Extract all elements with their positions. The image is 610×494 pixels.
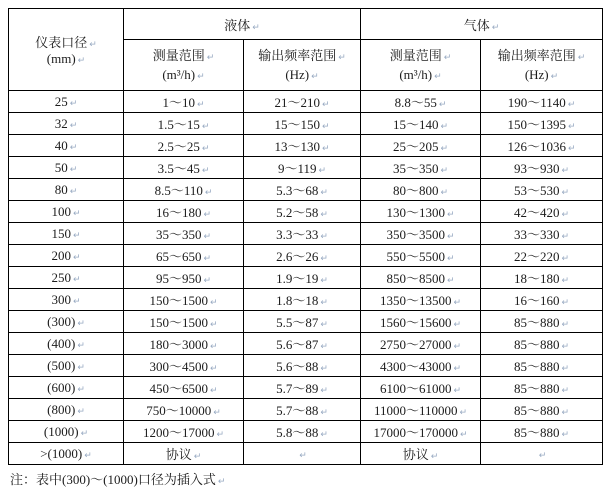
return-mark-icon: ↵	[311, 72, 319, 82]
return-mark-icon: ↵	[299, 450, 307, 461]
cell-diameter: (400) ↵	[9, 333, 124, 355]
liquid-freq-unit: (Hz)	[285, 67, 310, 82]
return-mark-icon: ↵	[561, 232, 570, 242]
table-row	[9, 223, 603, 245]
return-mark-icon: ↵	[446, 276, 455, 286]
return-mark-icon: ↵	[77, 384, 85, 395]
return-mark-icon: ↵	[446, 254, 455, 264]
return-mark-icon: ↵	[550, 72, 559, 82]
return-mark-icon: ↵	[561, 166, 570, 176]
cell-diameter: 32 ↵	[9, 113, 124, 135]
gas-range-label: 测量范围	[389, 47, 442, 63]
return-mark-icon: ↵	[320, 232, 328, 242]
cell-liquid-freq: 5.7～89 ↵	[244, 377, 361, 399]
cell-liquid-range: 1.5～15 ↵	[124, 113, 244, 135]
return-mark-icon: ↵	[77, 56, 86, 66]
return-mark-icon: ↵	[209, 386, 218, 396]
return-mark-icon: ↵	[538, 450, 547, 461]
cell-liquid-range: 65～650 ↵	[124, 245, 244, 267]
cell-gas-freq: 150～1395 ↵	[481, 113, 603, 135]
cell-liquid-freq: 21～210 ↵	[244, 91, 361, 113]
return-mark-icon: ↵	[209, 298, 218, 308]
cell-gas-freq: 85～880 ↵	[481, 311, 603, 333]
cell-liquid-freq: 5.3～68 ↵	[244, 179, 361, 201]
cell-gas-freq: 53～530 ↵	[481, 179, 603, 201]
cell-gas-range: 80～800 ↵	[361, 179, 481, 201]
return-mark-icon: ↵	[69, 142, 78, 153]
return-mark-icon: ↵	[69, 98, 78, 109]
cell-gas-range: 6100～61000 ↵	[361, 377, 481, 399]
return-mark-icon: ↵	[561, 276, 570, 286]
table-row	[9, 289, 603, 311]
cell-gas-range: 550～5500 ↵	[361, 245, 481, 267]
cell-diameter: (300) ↵	[9, 311, 124, 333]
return-mark-icon: ↵	[453, 386, 462, 396]
cell-diameter: >(1000) ↵	[9, 443, 124, 465]
return-mark-icon: ↵	[72, 252, 81, 263]
return-mark-icon: ↵	[430, 452, 439, 462]
cell-gas-range: 11000～110000 ↵	[361, 399, 481, 421]
table-row	[9, 355, 603, 377]
return-mark-icon: ↵	[69, 120, 78, 131]
cell-liquid-freq: 1.9～19 ↵	[244, 267, 361, 289]
return-mark-icon: ↵	[206, 52, 215, 63]
cell-diameter: 300 ↵	[9, 289, 124, 311]
gas-freq-unit: (Hz)	[524, 67, 549, 82]
cell-liquid-range: 8.5～110 ↵	[124, 179, 244, 201]
header-liquid-freq	[244, 40, 361, 91]
return-mark-icon: ↵	[459, 430, 468, 440]
cell-gas-range: 850～8500 ↵	[361, 267, 481, 289]
cell-diameter: (800) ↵	[9, 399, 124, 421]
cell-liquid-freq: 5.6～88 ↵	[244, 355, 361, 377]
cell-liquid-range: 2.5～25 ↵	[124, 135, 244, 157]
return-mark-icon: ↵	[216, 430, 225, 440]
cell-liquid-freq	[244, 443, 361, 465]
return-mark-icon: ↵	[440, 122, 449, 132]
cell-liquid-freq: 5.2～58 ↵	[244, 201, 361, 223]
cell-gas-freq: 16～160 ↵	[481, 289, 603, 311]
return-mark-icon: ↵	[561, 342, 570, 352]
cell-liquid-freq: 9～119 ↵	[244, 157, 361, 179]
gas-freq-label: 输出频率范围	[497, 47, 576, 63]
return-mark-icon: ↵	[77, 318, 85, 329]
cell-gas-range: 1350～13500 ↵	[361, 289, 481, 311]
return-mark-icon: ↵	[193, 452, 202, 462]
return-mark-icon: ↵	[438, 100, 447, 110]
cell-gas-freq: 33～330 ↵	[481, 223, 603, 245]
cell-liquid-freq: 3.3～33 ↵	[244, 223, 361, 245]
cell-liquid-range: 1200～17000 ↵	[124, 421, 244, 443]
table-row	[9, 443, 603, 465]
cell-diameter: 40 ↵	[9, 135, 124, 157]
table-row	[9, 377, 603, 399]
return-mark-icon: ↵	[203, 210, 212, 220]
cell-gas-freq: 42～420 ↵	[481, 201, 603, 223]
return-mark-icon: ↵	[77, 340, 85, 351]
cell-liquid-range: 16～180 ↵	[124, 201, 244, 223]
cell-diameter: 100 ↵	[9, 201, 124, 223]
table-row	[9, 179, 603, 201]
table-row	[9, 267, 603, 289]
spec-table	[8, 8, 603, 465]
cell-liquid-freq: 5.5～87 ↵	[244, 311, 361, 333]
return-mark-icon: ↵	[320, 298, 328, 308]
cell-gas-range: 350～3500 ↵	[361, 223, 481, 245]
cell-gas-range: 25～205 ↵	[361, 135, 481, 157]
return-mark-icon: ↵	[201, 166, 210, 176]
return-mark-icon: ↵	[84, 450, 92, 461]
header-diameter-label: 仪表口径	[35, 35, 88, 50]
cell-liquid-range: 1～10 ↵	[124, 91, 244, 113]
cell-gas-range: 4300～43000 ↵	[361, 355, 481, 377]
cell-liquid-range: 300～4500 ↵	[124, 355, 244, 377]
table-row	[9, 311, 603, 333]
return-mark-icon: ↵	[72, 296, 81, 307]
return-mark-icon: ↵	[320, 342, 328, 352]
cell-liquid-freq: 2.6～26 ↵	[244, 245, 361, 267]
return-mark-icon: ↵	[453, 320, 462, 330]
cell-liquid-freq: 5.6～87 ↵	[244, 333, 361, 355]
cell-gas-range: 15～140 ↵	[361, 113, 481, 135]
cell-gas-freq: 93～930 ↵	[481, 157, 603, 179]
return-mark-icon: ↵	[321, 144, 330, 154]
liquid-range-unit: (m³/h)	[162, 67, 196, 82]
return-mark-icon: ↵	[252, 22, 260, 33]
cell-diameter: (500) ↵	[9, 355, 124, 377]
cell-liquid-range: 3.5～45 ↵	[124, 157, 244, 179]
return-mark-icon: ↵	[72, 208, 81, 219]
return-mark-icon: ↵	[320, 430, 328, 440]
cell-diameter: 200 ↵	[9, 245, 124, 267]
cell-liquid-range: 750～10000 ↵	[124, 399, 244, 421]
return-mark-icon: ↵	[197, 72, 205, 82]
return-mark-icon: ↵	[203, 276, 212, 286]
table-row	[9, 157, 603, 179]
table-row	[9, 201, 603, 223]
return-mark-icon: ↵	[443, 52, 452, 63]
cell-gas-freq: 18～180 ↵	[481, 267, 603, 289]
cell-gas-freq: 85～880 ↵	[481, 333, 603, 355]
return-mark-icon: ↵	[209, 342, 218, 352]
header-liquid-label: 液体	[224, 17, 251, 33]
return-mark-icon: ↵	[561, 210, 570, 220]
cell-gas-range: 2750～27000 ↵	[361, 333, 481, 355]
cell-liquid-range: 450～6500 ↵	[124, 377, 244, 399]
cell-liquid-freq: 5.7～88 ↵	[244, 399, 361, 421]
return-mark-icon: ↵	[561, 320, 570, 330]
cell-gas-range: 协议 ↵	[361, 443, 481, 465]
table-row	[9, 333, 603, 355]
header-gas-label: 气体	[463, 17, 490, 33]
header-group-liquid	[124, 9, 361, 40]
cell-gas-range: 35～350 ↵	[361, 157, 481, 179]
cell-gas-freq: 22～220 ↵	[481, 245, 603, 267]
cell-gas-range: 8.8～55 ↵	[361, 91, 481, 113]
return-mark-icon: ↵	[69, 186, 78, 197]
table-row	[9, 399, 603, 421]
header-liquid-range	[124, 40, 244, 91]
return-mark-icon: ↵	[209, 364, 218, 374]
return-mark-icon: ↵	[567, 144, 576, 154]
cell-gas-freq: 85～880 ↵	[481, 377, 603, 399]
return-mark-icon: ↵	[561, 386, 570, 396]
return-mark-icon: ↵	[320, 386, 328, 396]
return-mark-icon: ↵	[561, 254, 570, 264]
return-mark-icon: ↵	[89, 40, 97, 50]
cell-liquid-freq: 1.8～18 ↵	[244, 289, 361, 311]
cell-diameter: (600) ↵	[9, 377, 124, 399]
header-diameter	[9, 9, 124, 91]
return-mark-icon: ↵	[77, 362, 85, 373]
return-mark-icon: ↵	[201, 122, 210, 132]
cell-liquid-freq: 15～150 ↵	[244, 113, 361, 135]
return-mark-icon: ↵	[320, 408, 328, 418]
cell-diameter: 250 ↵	[9, 267, 124, 289]
return-mark-icon: ↵	[561, 408, 570, 418]
return-mark-icon: ↵	[77, 406, 85, 417]
cell-gas-freq: 85～880 ↵	[481, 355, 603, 377]
return-mark-icon: ↵	[561, 188, 570, 198]
return-mark-icon: ↵	[434, 72, 442, 82]
return-mark-icon: ↵	[446, 210, 455, 220]
return-mark-icon: ↵	[561, 430, 570, 440]
table-row	[9, 135, 603, 157]
cell-liquid-range: 35～350 ↵	[124, 223, 244, 245]
return-mark-icon: ↵	[440, 188, 449, 198]
return-mark-icon: ↵	[561, 364, 570, 374]
return-mark-icon: ↵	[320, 254, 328, 264]
return-mark-icon: ↵	[453, 298, 462, 308]
return-mark-icon: ↵	[567, 122, 576, 132]
cell-diameter: 25 ↵	[9, 91, 124, 113]
return-mark-icon: ↵	[561, 298, 570, 308]
cell-diameter: (1000) ↵	[9, 421, 124, 443]
return-mark-icon: ↵	[203, 232, 212, 242]
return-mark-icon: ↵	[321, 122, 330, 132]
liquid-freq-label: 输出频率范围	[258, 47, 337, 63]
return-mark-icon: ↵	[203, 254, 212, 264]
cell-gas-freq: 85～880 ↵	[481, 399, 603, 421]
footnote	[10, 469, 602, 488]
return-mark-icon: ↵	[320, 210, 328, 220]
cell-liquid-range: 协议 ↵	[124, 443, 244, 465]
header-gas-range	[361, 40, 481, 91]
table-row	[9, 113, 603, 135]
return-mark-icon: ↵	[453, 364, 462, 374]
return-mark-icon: ↵	[196, 100, 205, 110]
return-mark-icon: ↵	[321, 100, 330, 110]
return-mark-icon: ↵	[440, 166, 449, 176]
return-mark-icon: ↵	[577, 52, 586, 63]
gas-range-unit: (m³/h)	[399, 67, 433, 82]
cell-liquid-range: 150～1500 ↵	[124, 311, 244, 333]
table-row	[9, 421, 603, 443]
return-mark-icon: ↵	[201, 144, 210, 154]
header-diameter-unit: (mm)	[46, 51, 76, 66]
return-mark-icon: ↵	[453, 342, 462, 352]
cell-liquid-range: 95～950 ↵	[124, 267, 244, 289]
cell-liquid-freq: 13～130 ↵	[244, 135, 361, 157]
header-group-gas	[361, 9, 603, 40]
return-mark-icon: ↵	[459, 408, 468, 418]
cell-gas-freq: 126～1036 ↵	[481, 135, 603, 157]
return-mark-icon: ↵	[491, 22, 500, 33]
return-mark-icon: ↵	[320, 188, 328, 198]
header-group-row	[9, 9, 603, 40]
return-mark-icon: ↵	[69, 164, 78, 175]
cell-gas-range: 17000～170000 ↵	[361, 421, 481, 443]
return-mark-icon: ↵	[204, 188, 213, 198]
header-gas-freq	[481, 40, 603, 91]
cell-gas-freq: 190～1140 ↵	[481, 91, 603, 113]
cell-gas-freq	[481, 443, 603, 465]
return-mark-icon: ↵	[320, 320, 328, 330]
table-row	[9, 245, 603, 267]
cell-liquid-range: 180～3000 ↵	[124, 333, 244, 355]
return-mark-icon: ↵	[320, 364, 328, 374]
return-mark-icon: ↵	[217, 477, 226, 487]
cell-liquid-freq: 5.8～88 ↵	[244, 421, 361, 443]
return-mark-icon: ↵	[209, 320, 218, 330]
return-mark-icon: ↵	[320, 276, 328, 286]
cell-gas-range: 130～1300 ↵	[361, 201, 481, 223]
return-mark-icon: ↵	[318, 166, 327, 176]
cell-diameter: 80 ↵	[9, 179, 124, 201]
return-mark-icon: ↵	[213, 408, 221, 418]
footnote-text: 注：表中(300)～(1000)口径为插入式	[10, 472, 216, 487]
return-mark-icon: ↵	[338, 52, 346, 63]
cell-diameter: 150 ↵	[9, 223, 124, 245]
table-row	[9, 91, 603, 113]
return-mark-icon: ↵	[72, 274, 81, 285]
cell-liquid-range: 150～1500 ↵	[124, 289, 244, 311]
return-mark-icon: ↵	[80, 428, 89, 439]
liquid-range-label: 测量范围	[152, 47, 205, 63]
return-mark-icon: ↵	[440, 144, 449, 154]
cell-diameter: 50 ↵	[9, 157, 124, 179]
cell-gas-range: 1560～15600 ↵	[361, 311, 481, 333]
return-mark-icon: ↵	[72, 230, 81, 241]
cell-gas-freq: 85～880 ↵	[481, 421, 603, 443]
return-mark-icon: ↵	[567, 100, 576, 110]
return-mark-icon: ↵	[446, 232, 455, 242]
